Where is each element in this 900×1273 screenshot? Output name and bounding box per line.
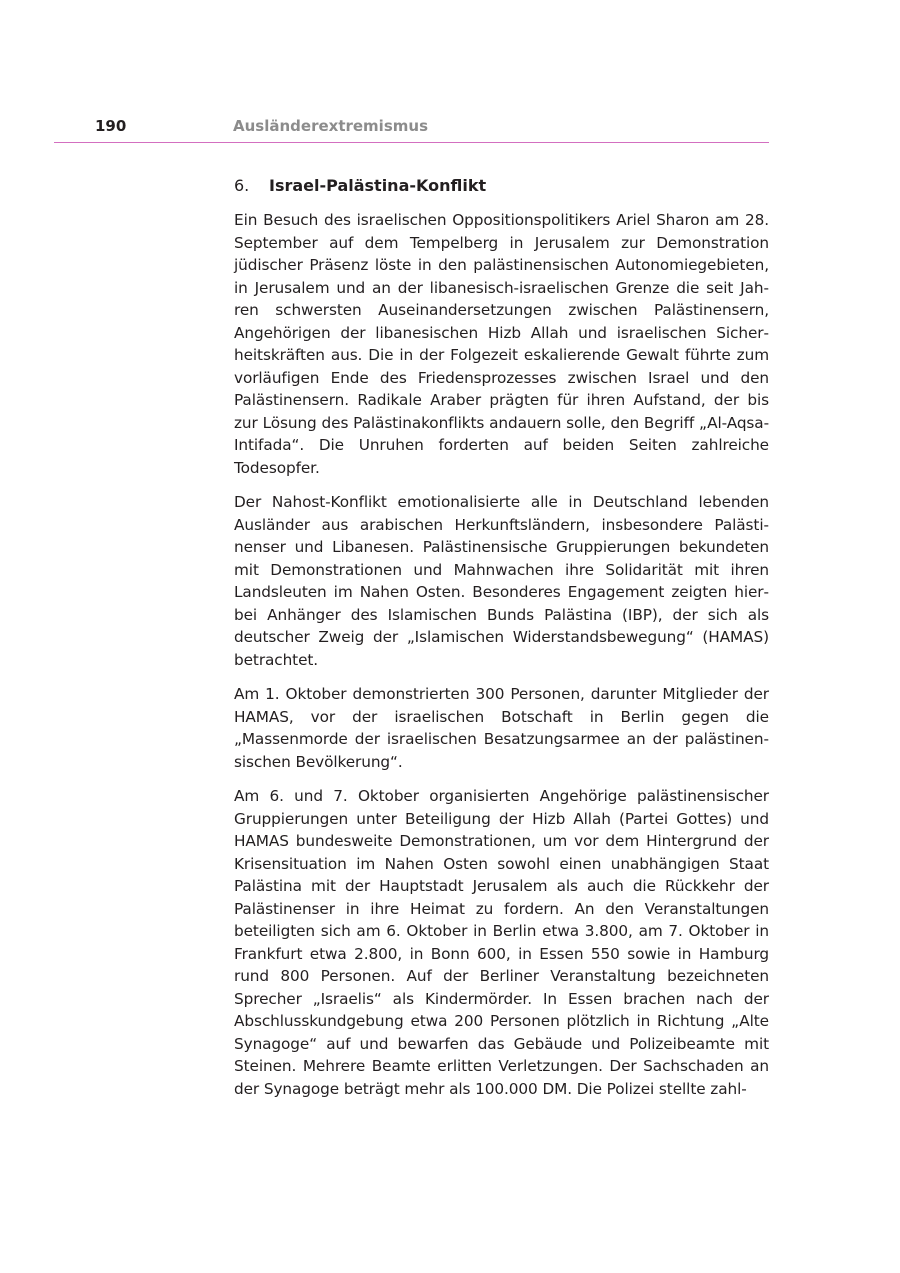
chapter-title: Ausländerextremismus xyxy=(233,117,428,135)
section-heading xyxy=(234,174,769,198)
page-number: 190 xyxy=(95,117,127,135)
paragraph-sharon-visit: Ein Besuch des israelischen Oppositionspolitikers Ariel Sharon am 28. September auf dem Tempelberg in Jerusalem zur Demonstration jüdischer Präsenz löste in den palästinensischen Autonomiegebieten, in Jerusalem und an der libanesisch-israelischen Grenze die seit Jahren schwersten Auseinandersetzungen zwischen Palästinensern, Angehörigen der libanesischen Hizb Allah und israelischen Sicherheitskräften aus. Die in der Folgezeit eskalierende Gewalt führte zum vorläufigen Ende des Friedensprozesses zwischen Israel und den Palästinensern. Radikale Araber prägten für ihren Aufstand, der bis zur Lösung des Palästinakonflikts andauern solle, den Begriff „Al-Aqsa-Intifada“. Die Unruhen forderten auf beiden Seiten zahlreiche Todesopfer. xyxy=(234,211,769,477)
page-content xyxy=(234,174,769,1100)
running-head xyxy=(54,116,769,143)
paragraph-october-6-7: Am 6. und 7. Oktober organisierten Angehörige palästinensischer Gruppierungen unter Beteiligung der Hizb Allah (Partei Gottes) und HAMAS bundesweite Demonstrationen, um vor dem Hintergrund der Krisensituation im Nahen Osten sowohl einen unabhängigen Staat Palästina mit der Hauptstadt Jerusalem als auch die Rückkehr der Palästinenser in ihre Heimat zu fordern. An den Veranstaltungen beteiligten sich am 6. Oktober in Berlin etwa 3.800, am 7. Oktober in Frankfurt etwa 2.800, in Bonn 600, in Essen 550 sowie in Hamburg rund 800 Personen. Auf der Berliner Veranstaltung bezeichneten Sprecher „Israelis“ als Kindermörder. In Essen brachen nach der Abschlusskundgebung etwa 200 Personen plötzlich in Richtung „Alte Synagoge“ auf und bewarfen das Gebäude und Polizeibeamte mit Steinen. Mehrere Beamte erlitten Verletzungen. Der Sachschaden an der Synagoge beträgt mehr als 100.000 DM. Die Polizei stellte zahl- xyxy=(234,787,769,1098)
paragraph-nahost-konflikt: Der Nahost-Konflikt emotionalisierte alle in Deutschland lebenden Ausländer aus arabischen Herkunftsländern, insbesondere Palästinenser und Libanesen. Palästinensische Gruppierungen bekundeten mit Demonstrationen und Mahnwachen ihre Solidarität mit ihren Landsleuten im Nahen Osten. Besonderes Engagement zeigten hierbei Anhänger des Islamischen Bunds Palästina (IBP), der sich als deutscher Zweig der „Islamischen Widerstandsbewegung“ (HAMAS) betrachtet. xyxy=(234,493,769,669)
section-number: 6. xyxy=(234,176,250,195)
paragraph-october-1: Am 1. Oktober demonstrierten 300 Personen, darunter Mitglieder der HAMAS, vor der israelischen Botschaft in Berlin gegen die „Massenmorde der israelischen Besatzungsarmee an der palästinensischen Bevölkerung“. xyxy=(234,685,769,771)
section-title: Israel-Palästina-Konflikt xyxy=(269,176,487,195)
